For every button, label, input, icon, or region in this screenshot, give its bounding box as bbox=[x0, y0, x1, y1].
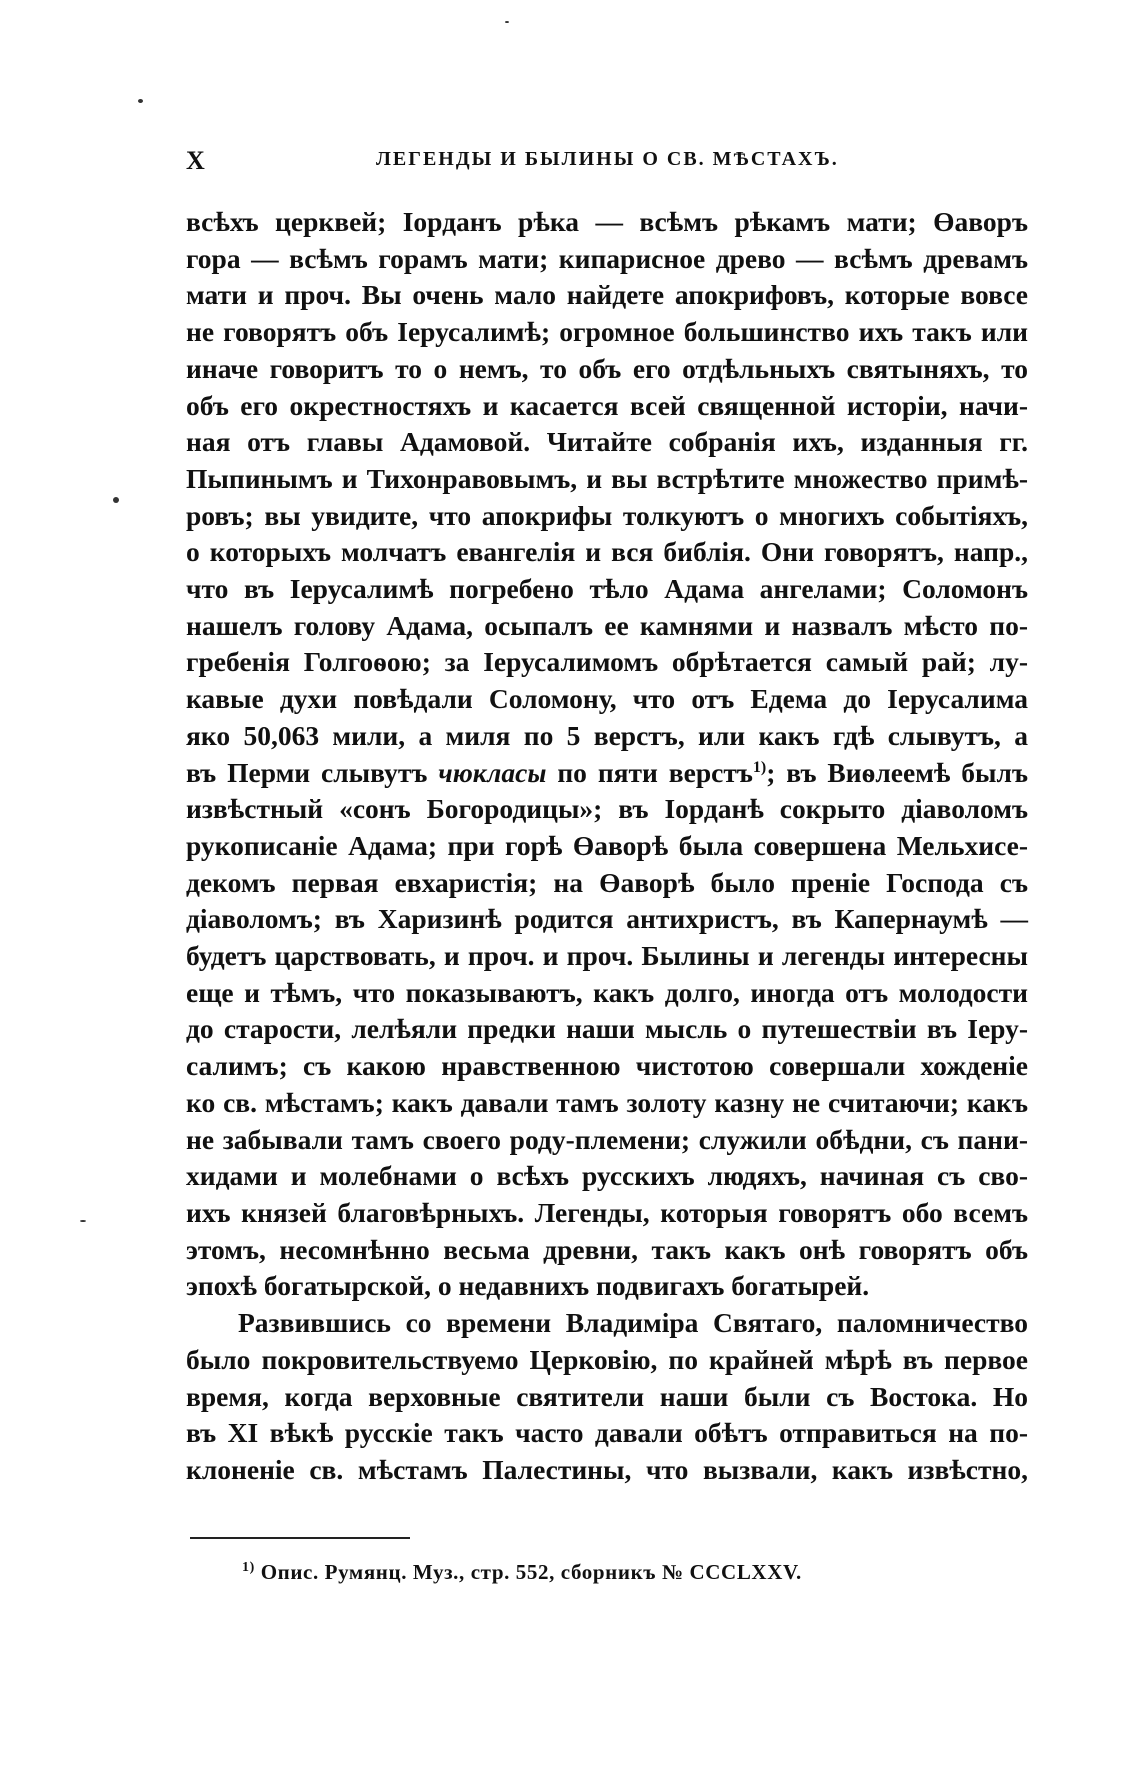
text-line: будетъ царствовать, и проч. и проч. Былины и легенды интересны bbox=[186, 940, 1028, 972]
line-segment: въ Перми слывутъ bbox=[186, 756, 439, 788]
text-line: извѣстный «сонъ Богородицы»; въ Іорданѣ сокрыто діаволомъ bbox=[186, 793, 1028, 825]
text-line: всѣхъ церквей; Іорданъ рѣка — всѣмъ рѣкамъ мати; Өаворъ bbox=[186, 206, 1028, 237]
text-line: что въ Іерусалимѣ погребено тѣло Адама ангелами; Соломонъ bbox=[186, 573, 1028, 605]
footnote-separator bbox=[190, 1537, 410, 1539]
text-line: яко 50,063 мили, а миля по 5 верстъ, или какъ гдѣ слывутъ, а bbox=[186, 719, 1028, 751]
text-line: до старости, лелѣяли предки наши мысль о путешествіи въ Іеру- bbox=[186, 1013, 1028, 1045]
text-line: діаволомъ; въ Харизинѣ родится антихристъ, въ Капернаумѣ — bbox=[186, 903, 1028, 935]
text-line: декомъ первая евхаристія; на Өаворѣ было преніе Господа съ bbox=[186, 866, 1028, 898]
scan-speck bbox=[138, 99, 143, 103]
paragraph-2 bbox=[186, 1305, 1028, 1489]
text-line: рукописаніе Адама; при горѣ Өаворѣ была совершена Мельхисе- bbox=[186, 829, 1028, 861]
text-line: ная отъ главы Адамовой. Читайте собранія ихъ, изданныя гг. bbox=[186, 426, 1028, 458]
page-number: X bbox=[186, 146, 206, 175]
text-line: мати и проч. Вы очень мало найдете апокрифовъ, которые вовсе bbox=[186, 279, 1028, 311]
text-line: этомъ, несомнѣнно весьма древни, такъ какъ онѣ говорятъ объ bbox=[186, 1233, 1028, 1265]
text-line: салимъ; съ какою нравственною чистотою совершали хожденіе bbox=[186, 1050, 1028, 1082]
scan-speck bbox=[80, 1220, 86, 1222]
scan-speck bbox=[113, 497, 119, 503]
footnote-text: Опис. Румянц. Муз., стр. 552, сборникъ № CCCLXXV. bbox=[254, 1560, 802, 1584]
text-line: ровъ; вы увидите, что апокрифы толкуютъ о многихъ событіяхъ, bbox=[186, 499, 1028, 531]
page-header bbox=[186, 146, 1026, 176]
body-text bbox=[186, 204, 1028, 1489]
footnote bbox=[242, 1560, 802, 1585]
text-line: не забывали тамъ своего роду-племени; служили обѣдни, съ пани- bbox=[186, 1123, 1028, 1155]
text-line: нашелъ голову Адама, осыпалъ ее камнями и назвалъ мѣсто по- bbox=[186, 609, 1028, 641]
footnote-mark: 1) bbox=[242, 1560, 255, 1575]
line-segment: по пяти верстъ bbox=[546, 756, 753, 788]
scan-speck bbox=[505, 21, 509, 23]
text-line: объ его окрестностяхъ и касается всей священной исторіи, начи- bbox=[186, 389, 1028, 421]
text-line: время, когда верховные святители наши были съ Востока. Но bbox=[186, 1380, 1028, 1412]
text-line: не говорятъ объ Іерусалимѣ; огромное большинство ихъ такъ или bbox=[186, 316, 1028, 348]
running-title: ЛЕГЕНДЫ И БЫЛИНЫ О СВ. МѢСТАХЪ. bbox=[376, 148, 839, 170]
text-line-with-footnote bbox=[186, 755, 1028, 792]
text-line: о которыхъ молчатъ евангелія и вся библія. Они говорятъ, напр., bbox=[186, 536, 1028, 568]
text-line: хидами и молебнами о всѣхъ русскихъ людяхъ, начиная съ сво- bbox=[186, 1160, 1028, 1192]
text-line: гребенія Голгоѳою; за Іерусалимомъ обрѣтается самый рай; лу- bbox=[186, 646, 1028, 678]
paragraph-1 bbox=[186, 204, 1028, 1305]
italic-word: чюкласы bbox=[438, 756, 547, 788]
footnote-reference[interactable]: 1) bbox=[752, 758, 767, 776]
text-line: гора — всѣмъ горамъ мати; кипарисное древо — всѣмъ древамъ bbox=[186, 242, 1028, 274]
text-line: было покровительствуемо Церковію, по крайней мѣрѣ въ первое bbox=[186, 1343, 1028, 1375]
line-segment: ; въ Виѳлеемѣ былъ bbox=[766, 756, 1028, 788]
text-line: еще и тѣмъ, что показываютъ, какъ долго, иногда отъ молодости bbox=[186, 976, 1028, 1008]
text-line: эпохѣ богатырской, о недавнихъ подвигахъ богатырей. bbox=[186, 1270, 870, 1302]
text-line: въ XI вѣкѣ русскіе такъ часто давали обѣтъ отправиться на по- bbox=[186, 1417, 1028, 1449]
text-line: ихъ князей благовѣрныхъ. Легенды, которыя говорятъ обо всемъ bbox=[186, 1196, 1028, 1228]
text-line: клоненіе св. мѣстамъ Палестины, что вызвали, какъ извѣстно, bbox=[186, 1453, 1028, 1485]
text-line: ко св. мѣстамъ; какъ давали тамъ золоту казну не считаючи; какъ bbox=[186, 1086, 1028, 1118]
text-line: иначе говоритъ то о немъ, то объ его отдѣльныхъ святыняхъ, то bbox=[186, 352, 1028, 384]
text-line: кавые духи повѣдали Соломону, что отъ Едема до Іерусалима bbox=[186, 683, 1028, 715]
text-line: Пыпинымъ и Тихонравовымъ, и вы встрѣтите множество примѣ- bbox=[186, 462, 1028, 494]
text-line: Развившись со времени Владиміра Святаго, паломничество bbox=[238, 1307, 1028, 1339]
